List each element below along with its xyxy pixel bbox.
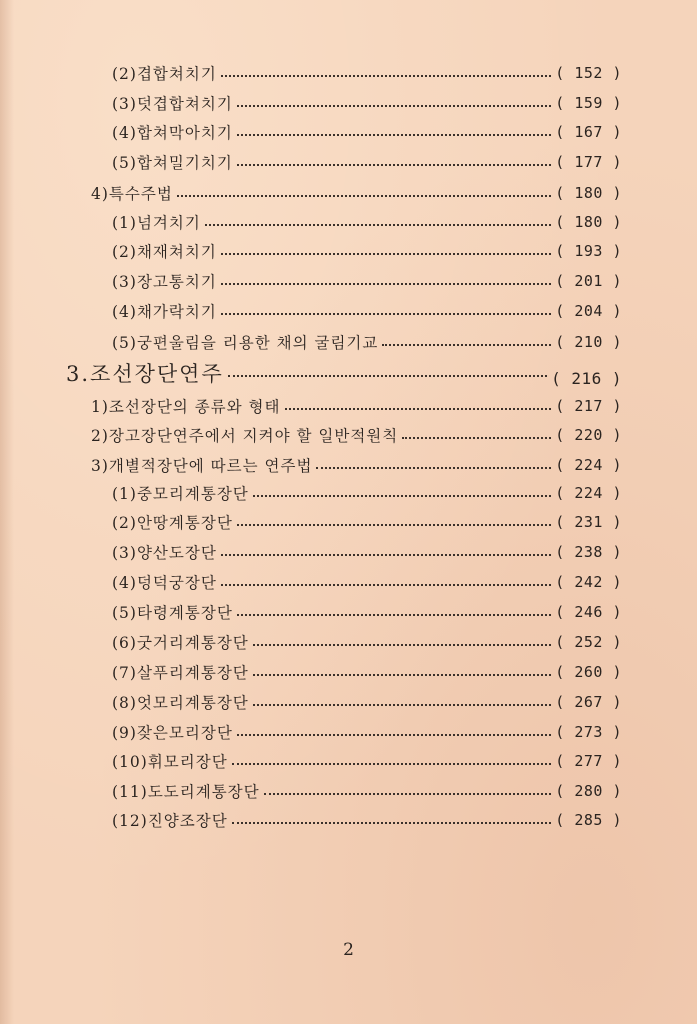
dot-leader	[253, 644, 552, 646]
toc-entry-page: ( 159 )	[555, 94, 622, 112]
toc-entry-page: ( 277 )	[555, 752, 622, 770]
toc-section-heading	[66, 359, 622, 387]
toc-entry-concat-hit	[112, 61, 622, 85]
dot-leader	[253, 495, 552, 497]
toc-entry-deongdeokgung	[112, 570, 622, 594]
page-number: 2	[343, 940, 354, 960]
dot-leader	[402, 437, 551, 439]
toc-entry-jajeunmori	[112, 720, 622, 744]
dot-leader	[382, 344, 551, 346]
toc-entry-page: ( 242 )	[555, 573, 622, 591]
toc-entry-label: (10)휘모리장단	[112, 753, 228, 771]
toc-entry-page: ( 180 )	[555, 213, 622, 231]
toc-entry-stick-rhythm-hit	[112, 299, 622, 323]
toc-entry-hwimori	[112, 749, 622, 773]
toc-entry-label: (2)겹합쳐치기	[112, 65, 217, 83]
toc-entry-stick-rehit	[112, 239, 622, 263]
toc-entry-double-concat-hit	[112, 91, 622, 115]
dot-leader	[221, 283, 551, 285]
dot-leader	[253, 704, 552, 706]
toc-entry-label: (12)진양조장단	[112, 812, 228, 830]
dot-leader	[221, 584, 551, 586]
toc-entry-label: 1)조선장단의 종류와 형태	[91, 398, 281, 416]
dot-leader	[221, 253, 551, 255]
toc-entry-label: (9)잦은모리장단	[112, 724, 233, 742]
toc-entry-individual-methods	[91, 453, 622, 477]
toc-entry-page: ( 210 )	[555, 333, 622, 351]
toc-entry-label: (8)엇모리계통장단	[112, 694, 249, 712]
dot-leader	[264, 793, 552, 795]
toc-entry-page: ( 224 )	[555, 484, 622, 502]
toc-entry-label: (7)살푸리계통장단	[112, 664, 249, 682]
toc-entry-label: (11)도도리계통장단	[112, 783, 260, 801]
toc-entry-label: (3)장고통치기	[112, 273, 217, 291]
dot-leader	[285, 408, 552, 410]
toc-entry-page: ( 180 )	[555, 184, 622, 202]
dot-leader	[232, 822, 552, 824]
toc-entry-page: ( 216 )	[551, 368, 622, 388]
toc-entry-block-hit	[112, 120, 622, 144]
toc-entry-label: (4)합쳐막아치기	[112, 124, 233, 142]
toc-entry-label: (1)넘겨치기	[112, 214, 201, 232]
dot-leader	[177, 195, 551, 197]
toc-entry-jungmori	[112, 481, 622, 505]
toc-entry-page: ( 267 )	[555, 693, 622, 711]
toc-entry-label: (6)굿거리계통장단	[112, 634, 249, 652]
page-edge-shadow	[0, 0, 14, 1024]
toc-entry-label: 3.조선장단연주	[66, 362, 224, 386]
toc-entry-page: ( 273 )	[555, 723, 622, 741]
toc-entry-page: ( 204 )	[555, 302, 622, 320]
dot-leader	[237, 614, 551, 616]
toc-entry-page: ( 201 )	[555, 272, 622, 290]
toc-entry-page: ( 224 )	[555, 456, 622, 474]
toc-entry-label: (5)합쳐밀기치기	[112, 154, 233, 172]
toc-entry-page: ( 177 )	[555, 153, 622, 171]
toc-entry-dodori	[112, 779, 622, 803]
toc-entry-rhythm-types	[91, 394, 622, 418]
toc-entry-page: ( 252 )	[555, 633, 622, 651]
dot-leader	[232, 763, 552, 765]
toc-entry-label: 3)개별적장단에 따르는 연주법	[91, 457, 313, 475]
toc-entry-label: (3)덧겹합쳐치기	[112, 95, 233, 113]
toc-entry-label: (2)안땅계통장단	[112, 514, 233, 532]
toc-entry-salpuri	[112, 660, 622, 684]
toc-entry-label: (3)양산도장단	[112, 544, 217, 562]
toc-entry-label: 2)장고장단연주에서 지켜야 할 일반적원칙	[91, 427, 399, 445]
toc-entry-page: ( 167 )	[555, 123, 622, 141]
toc-entry-drum-body-hit	[112, 269, 622, 293]
toc-entry-label: 4)특수주법	[91, 185, 173, 203]
toc-entry-taryeong	[112, 600, 622, 624]
toc-entry-page: ( 193 )	[555, 242, 622, 260]
dot-leader	[205, 224, 551, 226]
toc-entry-rolling-technique	[112, 330, 622, 354]
dot-leader	[253, 674, 552, 676]
toc-entry-page: ( 220 )	[555, 426, 622, 444]
toc-entry-label: (2)채재쳐치기	[112, 243, 217, 261]
dot-leader	[237, 524, 551, 526]
toc-entry-page: ( 238 )	[555, 543, 622, 561]
toc-entry-flip-hit	[112, 210, 622, 234]
dot-leader	[228, 375, 547, 377]
dot-leader	[316, 467, 551, 469]
dot-leader	[237, 134, 551, 136]
toc-entry-page: ( 246 )	[555, 603, 622, 621]
toc-entry-general-principles	[91, 423, 622, 447]
dot-leader	[237, 734, 551, 736]
toc-entry-page: ( 280 )	[555, 782, 622, 800]
toc-entry-label: (5)타령계통장단	[112, 604, 233, 622]
toc-entry-eotmori	[112, 690, 622, 714]
toc-entry-gutgeori	[112, 630, 622, 654]
toc-entry-page: ( 231 )	[555, 513, 622, 531]
toc-entry-special-technique	[91, 181, 622, 205]
toc-entry-page: ( 217 )	[555, 397, 622, 415]
toc-entry-page: ( 285 )	[555, 811, 622, 829]
toc-entry-page: ( 260 )	[555, 663, 622, 681]
toc-entry-label: (5)궁편울림을 리용한 채의 굴림기교	[112, 334, 379, 352]
toc-entry-yangsando	[112, 540, 622, 564]
dot-leader	[221, 75, 551, 77]
toc-entry-jinyangjo	[112, 808, 622, 832]
dot-leader	[237, 164, 551, 166]
toc-entry-label: (4)덩덕궁장단	[112, 574, 217, 592]
toc-entry-antang	[112, 510, 622, 534]
toc-entry-push-hit	[112, 150, 622, 174]
toc-entry-label: (4)채가락치기	[112, 303, 217, 321]
toc-entry-label: (1)중모리계통장단	[112, 485, 249, 503]
dot-leader	[237, 105, 551, 107]
dot-leader	[221, 313, 551, 315]
dot-leader	[221, 554, 551, 556]
toc-entry-page: ( 152 )	[555, 64, 622, 82]
